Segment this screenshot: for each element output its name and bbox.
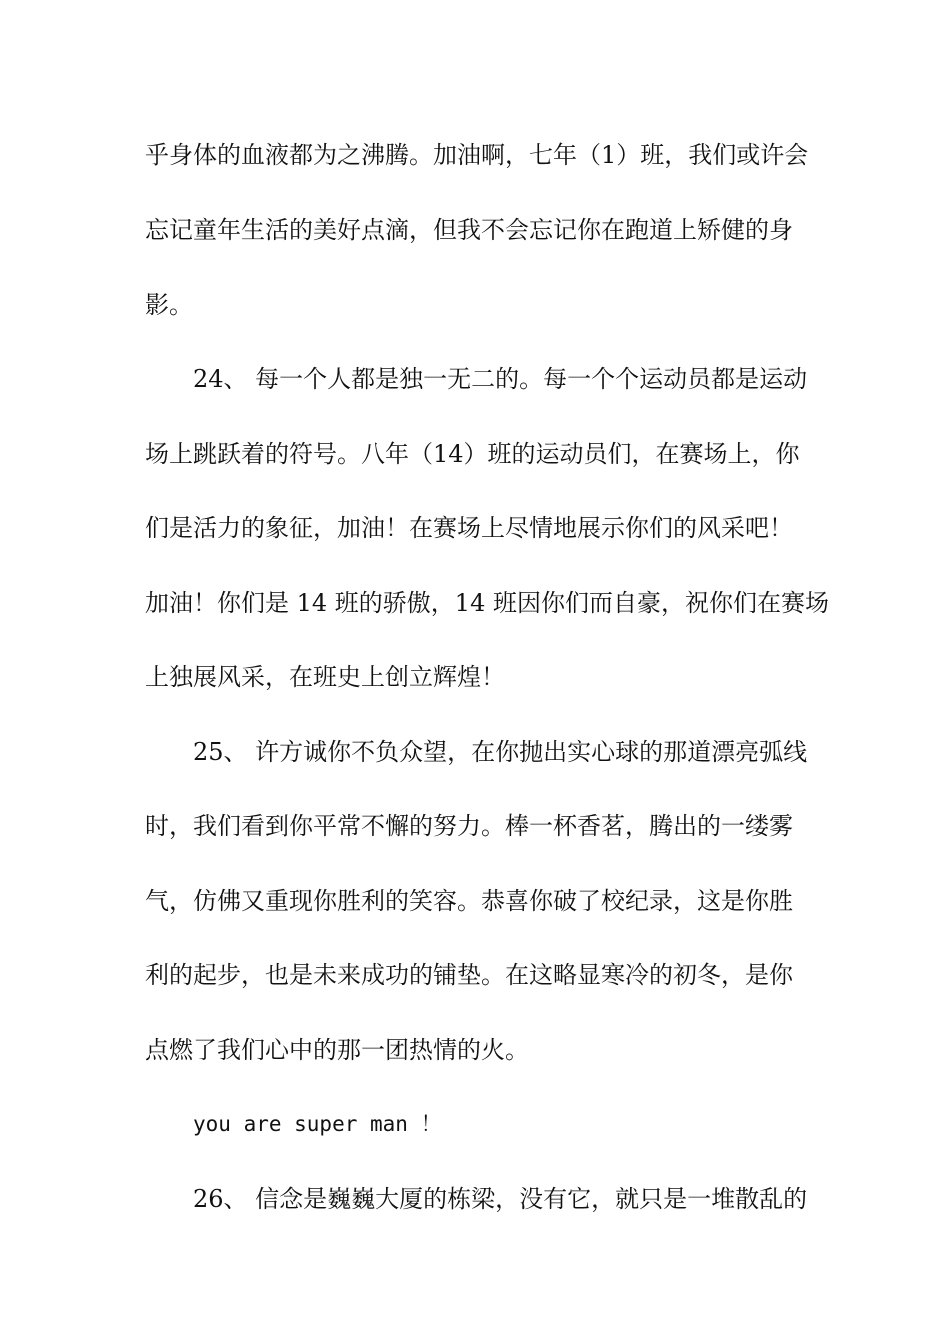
text-line: 气，仿佛又重现你胜利的笑容。恭喜你破了校纪录，这是你胜 [145, 887, 793, 915]
text-line: 乎身体的血液都为之沸腾。加油啊，七年（1）班，我们或许会 [145, 141, 809, 169]
text-line: 场上跳跃着的符号。八年（14）班的运动员们，在赛场上，你 [145, 440, 800, 468]
text-line: 上独展风采，在班史上创立辉煌！ [145, 663, 505, 691]
text-line: 利的起步，也是未来成功的铺垫。在这略显寒冷的初冬，是你 [145, 961, 793, 989]
text-line: 点燃了我们心中的那一团热情的火。 [145, 1036, 529, 1064]
text-line: 时，我们看到你平常不懈的努力。棒一杯香茗，腾出的一缕雾 [145, 812, 793, 840]
text-line: 忘记童年生活的美好点滴，但我不会忘记你在跑道上矫健的身 [145, 216, 793, 244]
text-line: 们是活力的象征，加油！在赛场上尽情地展示你们的风采吧！ [145, 514, 793, 542]
text-line: you are super man ！ [193, 1112, 442, 1136]
text-line: 加油！你们是 14 班的骄傲，14 班因你们而自豪，祝你们在赛场 [145, 589, 829, 617]
text-line: 25、 许方诚你不负众望，在你抛出实心球的那道漂亮弧线 [193, 738, 808, 766]
text-line: 26、 信念是巍巍大厦的栋梁，没有它，就只是一堆散乱的 [193, 1185, 808, 1213]
text-line: 影。 [145, 291, 193, 319]
text-line: 24、 每一个人都是独一无二的。每一个个运动员都是运动 [193, 365, 808, 393]
